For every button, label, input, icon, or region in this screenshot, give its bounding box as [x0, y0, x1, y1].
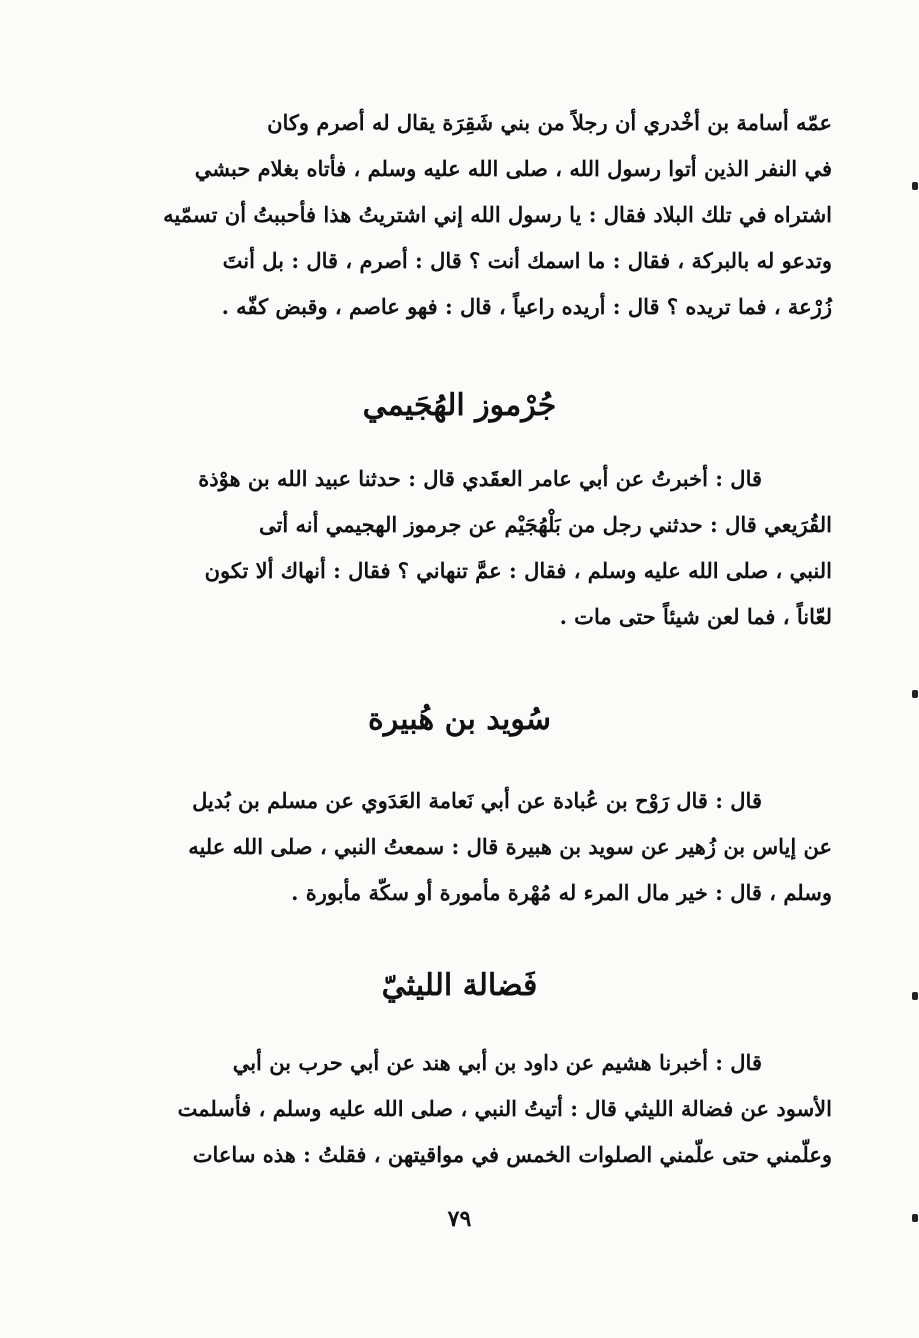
paragraph-suwayd [132, 778, 832, 916]
paragraph-line: النبي ، صلى الله عليه وسلم ، فقال : عمَّ تنهاني ؟ فقال : أنهاك ألا تكون [204, 558, 832, 583]
paragraph-line: اشتراه في تلك البلاد فقال : يا رسول الله إني اشتريتُ هذا فأحببتُ أن تسمّيه [163, 202, 832, 227]
paragraph-line: وعلّمني حتى علّمني الصلوات الخمس في مواقيتهن ، فقلتُ : هذه ساعات [192, 1142, 832, 1167]
paragraph-jurmuz [132, 456, 832, 640]
paragraph-line: وتدعو له بالبركة ، فقال : ما اسمك أنت ؟ قال : أصرم ، قال : بل أنتَ [222, 248, 832, 273]
paragraph-line: القُرَيعي قال : حدثني رجل من بَلْهُجَيْم عن جرموز الهجيمي أنه أتى [259, 512, 832, 537]
scan-margin-mark [912, 182, 918, 190]
heading-fadala: فَضالة الليثيّ [381, 968, 538, 1003]
scan-margin-mark [912, 1214, 918, 1222]
paragraph-line: قال : أخبرنا هشيم عن داود بن أبي هند عن أبي حرب بن أبي [232, 1050, 762, 1075]
paragraph-usama [132, 100, 832, 330]
paragraph-line: عن إياس بن زُهير عن سويد بن هبيرة قال : سمعتُ النبي ، صلى الله عليه [188, 834, 832, 859]
scan-margin-mark [912, 690, 918, 698]
paragraph-line: قال : قال رَوْح بن عُبادة عن أبي نَعامة العَدَوي عن مسلم بن بُديل [192, 788, 762, 813]
paragraph-line: وسلم ، قال : خير مال المرء له مُهْرة مأمورة أو سكّة مأبورة . [291, 880, 832, 905]
paragraph-line: قال : أخبرتُ عن أبي عامر العقَدي قال : حدثنا عبيد الله بن هوْذة [198, 466, 762, 491]
paragraph-line: زُرْعة ، فما تريده ؟ قال : أريده راعياً ، قال : فهو عاصم ، وقبض كفّه . [221, 294, 832, 319]
page-number: ٧٩ [447, 1206, 472, 1232]
scan-margin-mark [912, 992, 918, 1000]
paragraph-line: في النفر الذين أتوا رسول الله ، صلى الله عليه وسلم ، فأتاه بغلام حبشي [194, 156, 832, 181]
paragraph-line: لعّاناً ، فما لعن شيئاً حتى مات . [559, 604, 832, 629]
paragraph-fadala [132, 1040, 832, 1178]
heading-jurmuz: جُرْموز الهُجَيمي [362, 388, 557, 423]
paragraph-line: الأسود عن فضالة الليثي قال : أتيتُ النبي ، صلى الله عليه وسلم ، فأسلمت [177, 1096, 832, 1121]
heading-suwayd: سُويد بن هُبيرة [367, 702, 551, 737]
paragraph-line: عمّه أسامة بن أخْدري أن رجلاً من بني شَقِرَة يقال له أصرم وكان [267, 110, 832, 135]
